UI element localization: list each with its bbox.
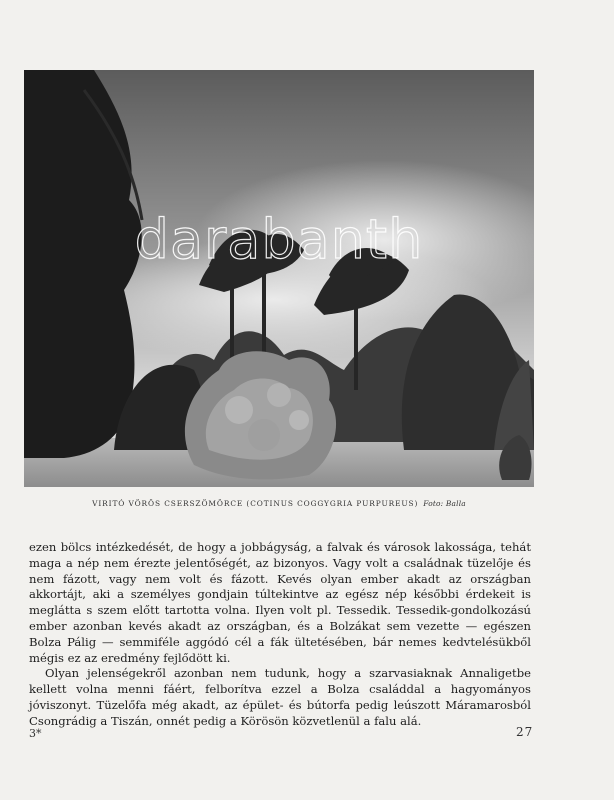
paragraph: Olyan jelenségekről azonban nem tudunk, hogy a szarvasiaknak Annaligetbe kellett volna menni fáért, felborítva ezzel a Bolza családdal a hagyományos jóviszonyt. Tüzelőfa még akadt, az épület- és bútorfa pedig leúszott Máramarosból Csongrádig a Tiszán, onnét pedig a Körösön közvetlenül a falu alá.	[29, 666, 531, 728]
caption-credit: Foto: Balla	[423, 499, 466, 508]
caption-title: VIRITÓ VÖRÖS CSERSZÖMÖRCE (COTINUS COGGYGRIA PURPUREUS)	[92, 499, 419, 508]
watermark: darabanth	[134, 208, 424, 271]
page-number: 27	[516, 725, 534, 739]
photo-scene	[24, 70, 534, 487]
paragraph: ezen bölcs intézkedését, de hogy a jobbágyság, a falvak és városok lakossága, tehát maga a nép nem érezte jelentőségét, az bizonyos. Vagy volt a családnak tüzelője és nem fázott, vagy nem volt és fázott. Kevés olyan ember akadt az országban akkortájt, aki a személyes gondjain túltekintve az egész nép későbbi érdekeit is meglátta s szem előtt tartotta volna. Ilyen volt pl. Tessedik. Tessedik-gondolkozású ember azonban kevés akadt az országban, és a Bolzákat sem vezette — egészen Bolza Pálig — semmiféle aggódó cél a fák ültetésében, bár nemes kedvtelésükből mégis ez az eredmény fejlődött ki.	[29, 540, 531, 665]
body-text	[29, 540, 531, 730]
photograph-smoke-bush	[24, 70, 534, 487]
photo-caption	[24, 499, 534, 508]
signature-mark: 3*	[29, 727, 42, 740]
